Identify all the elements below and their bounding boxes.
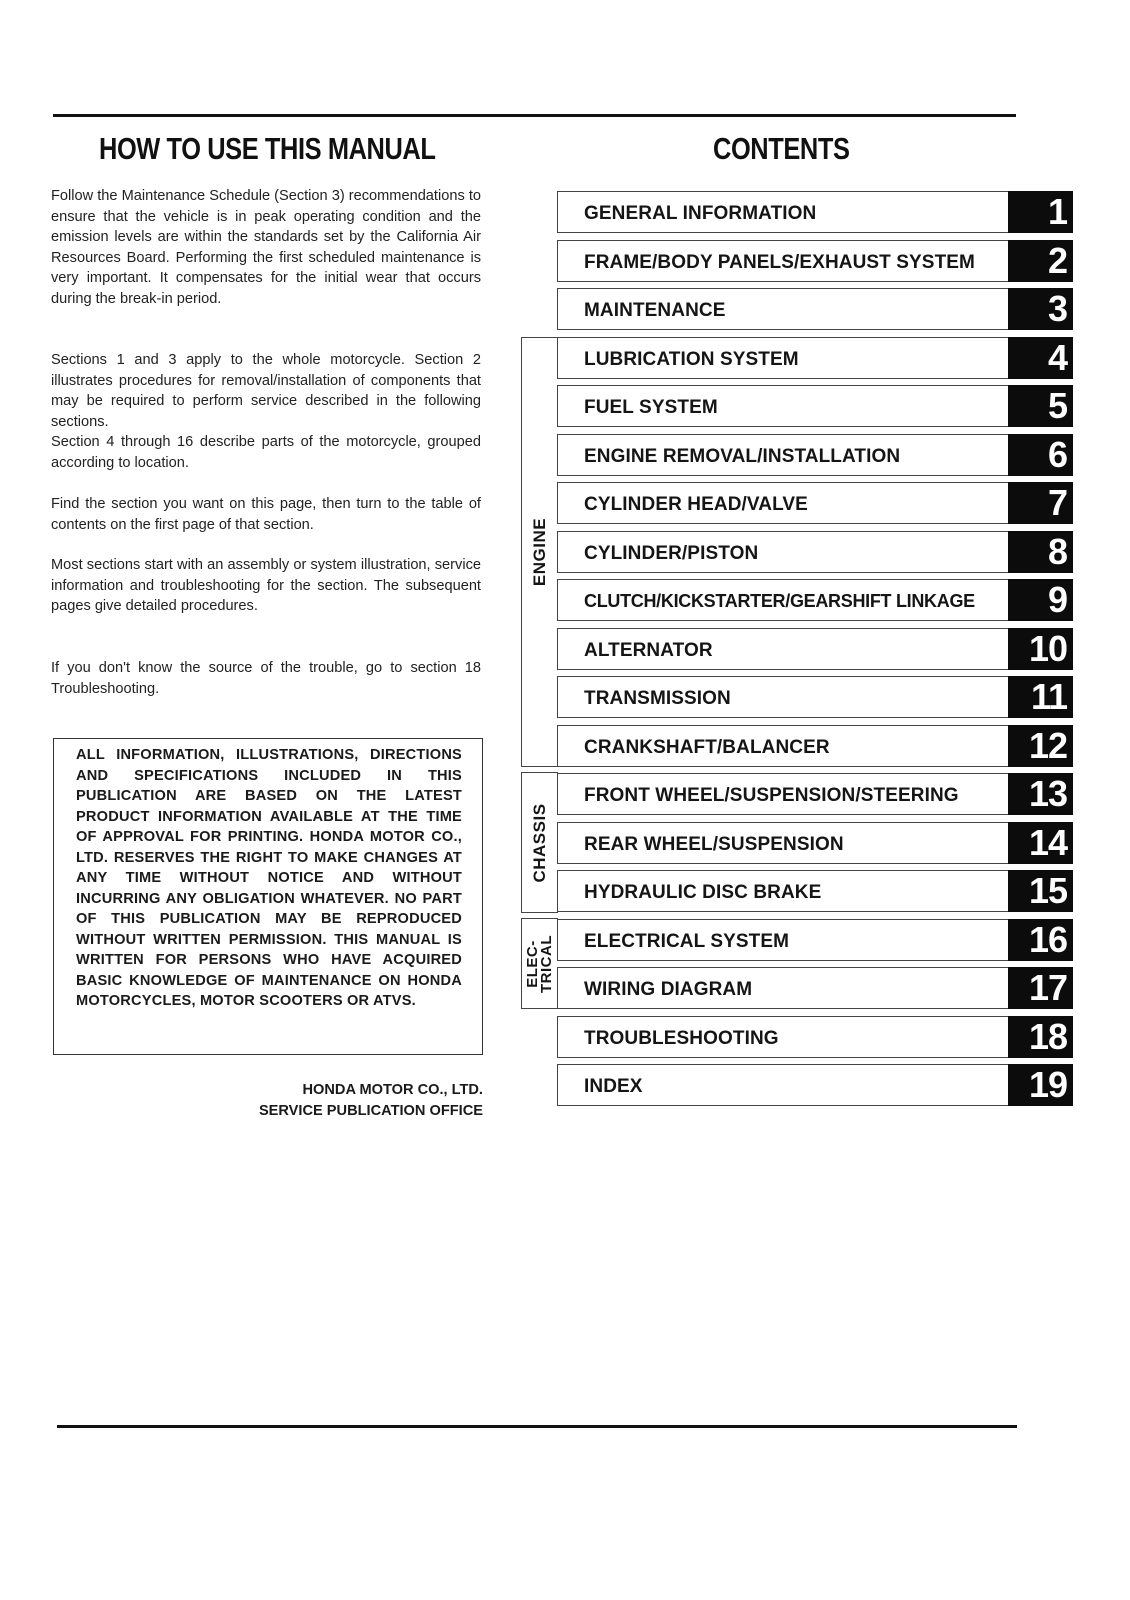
- toc-item-rear-wheel-suspension[interactable]: [557, 822, 1073, 864]
- toc-item-alternator[interactable]: [557, 628, 1073, 670]
- group-chassis-label: CHASSIS: [530, 802, 549, 883]
- toc-label-box[interactable]: CLUTCH/KICKSTARTER/GEARSHIFT LINKAGE: [557, 579, 1008, 621]
- most-sections-paragraph: [51, 555, 481, 617]
- toc-label-box[interactable]: ALTERNATOR: [557, 628, 1008, 670]
- section-tab[interactable]: 5: [1008, 385, 1073, 427]
- toc-label-box[interactable]: CYLINDER/PISTON: [557, 531, 1008, 573]
- copyright-notice-text: ALL INFORMATION, ILLUSTRATIONS, DIRECTIONS AND SPECIFICATIONS INCLUDED IN THIS PUBLICATION ARE BASED ON THE LATEST PRODUCT INFORMATION AVAILABLE AT THE TIME OF APPROVAL FOR PRINTING. HONDA MOTOR CO., LTD. RESERVES THE RIGHT TO MAKE CHANGES AT ANY TIME WITHOUT NOTICE AND WITHOUT INCURRING ANY OBLIGATION WHATEVER. NO PART OF THIS PUBLICATION MAY BE REPRODUCED WITHOUT WRITTEN PERMISSION. THIS MANUAL IS WRITTEN FOR PERSONS WHO HAVE ACQUIRED BASIC KNOWLEDGE OF MAINTENANCE ON HONDA MOTORCYCLES, MOTOR SCOOTERS OR ATVS.: [76, 747, 462, 1009]
- how-to-use-heading: HOW TO USE THIS MANUAL: [99, 131, 436, 166]
- paragraph-sections-1-3: Sections 1 and 3 apply to the whole motorcycle. Section 2 illustrates procedures for removal/installation of components that may be required to perform service described in the following sections.: [51, 352, 481, 430]
- section-tab[interactable]: 19: [1008, 1064, 1073, 1106]
- paragraph-sections-4-16: Section 4 through 16 describe parts of the motorcycle, grouped according to location.: [51, 434, 481, 471]
- toc-item-electrical-system[interactable]: [557, 919, 1073, 961]
- paragraph-find-section: Find the section you want on this page, then turn to the table of contents on the first page of that section.: [51, 496, 481, 533]
- section-tab[interactable]: 6: [1008, 434, 1073, 476]
- toc-label-box[interactable]: GENERAL INFORMATION: [557, 191, 1008, 233]
- copyright-notice-box: [53, 738, 483, 1055]
- section-tab[interactable]: 14: [1008, 822, 1073, 864]
- toc-label-box[interactable]: CRANKSHAFT/BALANCER: [557, 725, 1008, 767]
- section-tab[interactable]: 16: [1008, 919, 1073, 961]
- toc-item-index[interactable]: [557, 1064, 1073, 1106]
- section-tab[interactable]: 17: [1008, 967, 1073, 1009]
- toc-label-box[interactable]: INDEX: [557, 1064, 1008, 1106]
- toc-item-clutch-kickstarter-gearshift[interactable]: [557, 579, 1073, 621]
- toc-item-lubrication-system[interactable]: [557, 337, 1073, 379]
- toc-item-troubleshooting[interactable]: [557, 1016, 1073, 1058]
- section-tab[interactable]: 3: [1008, 288, 1073, 330]
- toc-label-box[interactable]: CYLINDER HEAD/VALVE: [557, 482, 1008, 524]
- toc-item-crankshaft-balancer[interactable]: [557, 725, 1073, 767]
- section-tab[interactable]: 18: [1008, 1016, 1073, 1058]
- paragraph-maintenance-schedule: Follow the Maintenance Schedule (Section 3) recommendations to ensure that the vehicle is in peak operating condition and the emission levels are within the standards set by the California Air Resources Board. Performing the first scheduled maintenance is very important. It compensates for the initial wear that occurs during the break-in period.: [51, 188, 481, 307]
- toc-item-fuel-system[interactable]: [557, 385, 1073, 427]
- toc-item-front-wheel-suspension-steering[interactable]: [557, 773, 1073, 815]
- toc-label-box[interactable]: FUEL SYSTEM: [557, 385, 1008, 427]
- section-tab[interactable]: 1: [1008, 191, 1073, 233]
- toc-label-box[interactable]: ENGINE REMOVAL/INSTALLATION: [557, 434, 1008, 476]
- publisher-name: HONDA MOTOR CO., LTD.: [302, 1082, 483, 1098]
- section-tab[interactable]: 11: [1008, 676, 1073, 718]
- toc-item-frame-body-panels-exhaust[interactable]: [557, 240, 1073, 282]
- toc-label-box[interactable]: LUBRICATION SYSTEM: [557, 337, 1008, 379]
- toc-label-box[interactable]: REAR WHEEL/SUSPENSION: [557, 822, 1008, 864]
- toc-label-box[interactable]: TROUBLESHOOTING: [557, 1016, 1008, 1058]
- section-tab[interactable]: 13: [1008, 773, 1073, 815]
- toc-label-box[interactable]: HYDRAULIC DISC BRAKE: [557, 870, 1008, 912]
- section-tab[interactable]: 4: [1008, 337, 1073, 379]
- toc-item-general-information[interactable]: [557, 191, 1073, 233]
- group-chassis: [521, 772, 558, 913]
- publisher-block: [259, 1080, 483, 1121]
- toc-label-box[interactable]: FRONT WHEEL/SUSPENSION/STEERING: [557, 773, 1008, 815]
- toc-label-box[interactable]: ELECTRICAL SYSTEM: [557, 919, 1008, 961]
- intro-paragraph: [51, 186, 481, 309]
- toc-item-cylinder-head-valve[interactable]: [557, 482, 1073, 524]
- paragraph-troubleshooting: If you don't know the source of the trouble, go to section 18 Troubleshooting.: [51, 660, 481, 697]
- find-section-paragraph: [51, 494, 481, 535]
- toc-item-wiring-diagram[interactable]: [557, 967, 1073, 1009]
- toc-item-transmission[interactable]: [557, 676, 1073, 718]
- group-electrical: [521, 918, 558, 1009]
- toc-item-hydraulic-disc-brake[interactable]: [557, 870, 1073, 912]
- toc-item-engine-removal-installation[interactable]: [557, 434, 1073, 476]
- section-tab[interactable]: 10: [1008, 628, 1073, 670]
- group-electrical-label: ELEC- TRICAL: [524, 934, 555, 993]
- section-tab[interactable]: 8: [1008, 531, 1073, 573]
- contents-heading: CONTENTS: [713, 131, 850, 166]
- toc-item-maintenance[interactable]: [557, 288, 1073, 330]
- section-tab[interactable]: 9: [1008, 579, 1073, 621]
- section-tab[interactable]: 7: [1008, 482, 1073, 524]
- sections-paragraph: [51, 350, 481, 473]
- publisher-office: SERVICE PUBLICATION OFFICE: [258, 1102, 483, 1119]
- troubleshooting-paragraph: [51, 658, 481, 699]
- toc-label-box[interactable]: TRANSMISSION: [557, 676, 1008, 718]
- toc-item-cylinder-piston[interactable]: [557, 531, 1073, 573]
- top-rule: [53, 114, 1016, 117]
- toc-label-box[interactable]: FRAME/BODY PANELS/EXHAUST SYSTEM: [557, 240, 1008, 282]
- toc-label-box[interactable]: MAINTENANCE: [557, 288, 1008, 330]
- section-tab[interactable]: 12: [1008, 725, 1073, 767]
- bottom-rule: [57, 1425, 1017, 1428]
- toc-label-box[interactable]: WIRING DIAGRAM: [557, 967, 1008, 1009]
- group-engine: [521, 337, 558, 767]
- paragraph-most-sections: Most sections start with an assembly or system illustration, service information and troubleshooting for the section. The subsequent pages give detailed procedures.: [51, 557, 481, 614]
- section-tab[interactable]: 15: [1008, 870, 1073, 912]
- section-tab[interactable]: 2: [1008, 240, 1073, 282]
- group-engine-label: ENGINE: [530, 517, 549, 587]
